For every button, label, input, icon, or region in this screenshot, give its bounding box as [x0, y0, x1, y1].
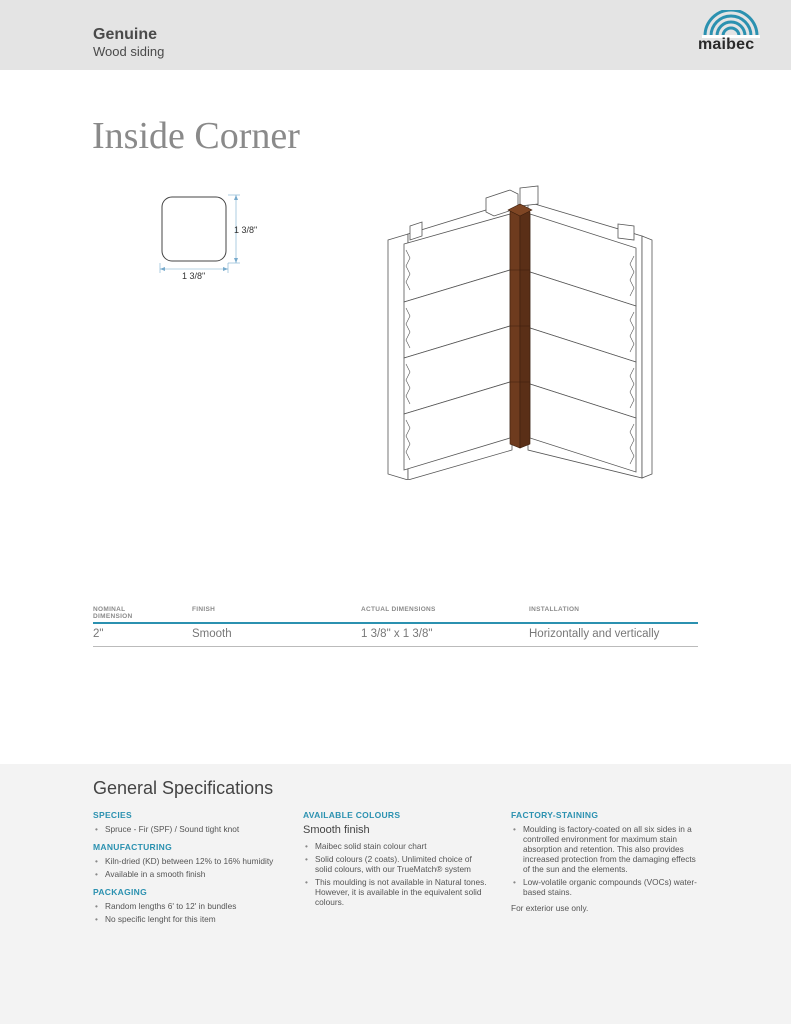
packaging-heading: PACKAGING: [93, 887, 148, 897]
col-header-actual: ACTUAL DIMENSIONS: [361, 606, 436, 613]
list-item: • Available in a smooth finish: [93, 869, 283, 879]
specs-title: General Specifications: [93, 778, 274, 798]
inside-corner-illustration-icon: [380, 180, 660, 480]
brand-subtitle: Wood siding: [93, 44, 165, 59]
page-title: Inside Corner: [92, 115, 300, 157]
list-item: • Spruce - Fir (SPF) / Sound tight knot: [93, 824, 283, 834]
height-dimension-label: 1 3/8": [234, 225, 258, 235]
list-item: • Moulding is factory-coated on all six sides in a controlled environment for maximum stain absorption and retention. This also provides increased protection from the damaging effects of the sun and the elements.: [511, 824, 701, 874]
staining-list: [511, 824, 701, 897]
manufacturing-heading: MANUFACTURING: [93, 842, 172, 852]
specs-column-2: [303, 810, 491, 910]
exterior-use-note: For exterior use only.: [511, 903, 589, 913]
list-item: • Maibec solid stain colour chart: [303, 841, 491, 851]
width-dimension-label: 1 3/8": [182, 271, 206, 281]
table-bottom-rule: [93, 646, 698, 647]
general-specifications: [0, 764, 791, 1024]
colours-heading: AVAILABLE COLOURS: [303, 810, 401, 820]
staining-heading: FACTORY-STAINING: [511, 810, 599, 820]
manufacturing-list: [93, 856, 283, 879]
installation-drawing: [380, 180, 660, 480]
list-item: • No specific lenght for this item: [93, 914, 283, 924]
species-heading: SPECIES: [93, 810, 132, 820]
colours-list: [303, 841, 491, 907]
profile-shape-icon: [150, 185, 270, 285]
list-item: • Solid colours (2 coats). Unlimited choice of solid colours, with our TrueMatch® system: [303, 854, 491, 874]
specs-column-3: [511, 810, 701, 913]
brand-title: Genuine: [93, 26, 158, 43]
list-item: • Low-volatile organic compounds (VOCs) water-based stains.: [511, 877, 701, 897]
list-item: • Random lengths 6' to 12' in bundles: [93, 901, 283, 911]
cell-actual: 1 3/8" x 1 3/8": [361, 628, 433, 640]
table-header-rule: [93, 622, 698, 624]
logo-wordmark: maibec: [698, 36, 755, 53]
col-header-installation: INSTALLATION: [529, 606, 580, 613]
cell-nominal: 2": [93, 628, 104, 640]
col-header-finish: FINISH: [192, 606, 216, 613]
header-bar: [0, 0, 791, 70]
col-header-nominal: NOMINAL DIMENSION: [93, 606, 133, 620]
specs-column-1: [93, 810, 283, 927]
list-item: • This moulding is not available in Natural tones. However, it is available in the equivalent solid colours.: [303, 877, 491, 907]
list-item: • Kiln-dried (KD) between 12% to 16% humidity: [93, 856, 283, 866]
colours-subheading: Smooth finish: [303, 824, 370, 836]
cell-installation: Horizontally and vertically: [529, 628, 660, 640]
profile-drawing: [150, 185, 270, 285]
cell-finish: Smooth: [192, 628, 232, 640]
species-list: [93, 824, 283, 834]
packaging-list: [93, 901, 283, 924]
